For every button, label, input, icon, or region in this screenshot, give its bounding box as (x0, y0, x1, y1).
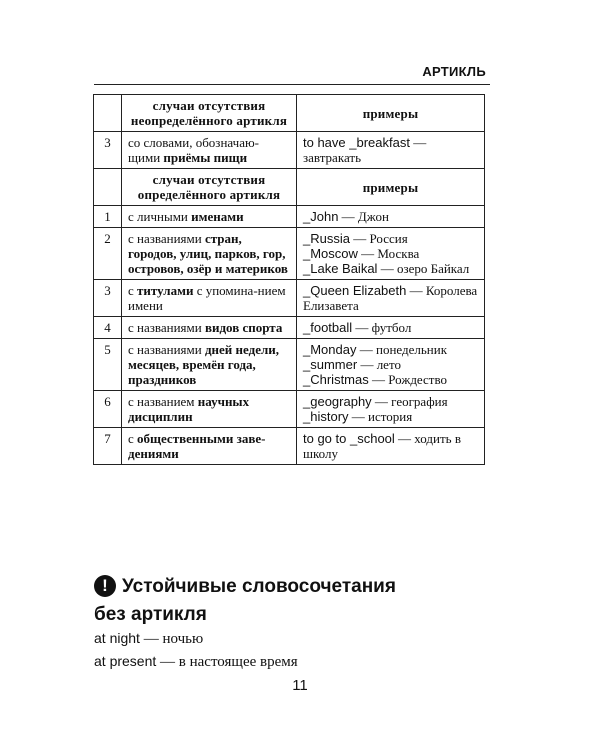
example-ru: — история (348, 409, 413, 424)
example-ru: — география (371, 394, 448, 409)
row-number: 2 (94, 228, 122, 280)
example-ru: — озеро Байкал (377, 261, 470, 276)
example-ru: — ходить в школу (303, 431, 461, 461)
rule-examples (297, 428, 485, 465)
row-number: 6 (94, 391, 122, 428)
example-ru: — Королева Елизавета (303, 283, 478, 313)
rule-text: с личными (128, 209, 192, 224)
example-en: to go to _school (303, 431, 395, 446)
rule-keyword: именами (191, 209, 244, 224)
rule-examples (297, 280, 485, 317)
column-header-cases: случаи отсутствия определённого артикля (122, 169, 297, 206)
rule-text: с названиями (128, 342, 205, 357)
example-en: _summer (303, 357, 358, 372)
table-row (94, 228, 485, 280)
rule-text: с упомина-нием имени (128, 283, 286, 313)
example-en: _Christmas (303, 372, 369, 387)
rule-keyword: дней недели, месяцев, времён года, праздников (128, 342, 279, 387)
exclamation-icon: ! (94, 575, 116, 597)
rule-examples (297, 228, 485, 280)
rule-keyword: приёмы пищи (163, 150, 248, 165)
section-title-line2: без артикля (94, 604, 207, 625)
rule-description (122, 228, 297, 280)
row-number: 1 (94, 206, 122, 228)
row-number: 3 (94, 132, 122, 169)
example-line (303, 209, 478, 224)
example-line (303, 372, 478, 387)
rule-examples (297, 391, 485, 428)
phrase-en: at night (94, 630, 140, 646)
rule-text: с названиями (128, 231, 205, 246)
rule-description (122, 428, 297, 465)
example-line (303, 320, 478, 335)
example-line (303, 409, 478, 424)
rule-description (122, 391, 297, 428)
example-ru: — завтракать (303, 135, 427, 165)
column-header-examples: примеры (297, 169, 485, 206)
phrase-ru: — ночью (139, 631, 204, 647)
rule-keyword: научных дисциплин (128, 394, 250, 424)
example-line (303, 357, 478, 372)
table-header-row (94, 169, 485, 206)
rule-examples (297, 339, 485, 391)
table-cell (94, 95, 122, 132)
rule-description (122, 317, 297, 339)
example-ru: — Россия (349, 231, 408, 246)
table-cell (94, 169, 122, 206)
chapter-title: АРТИКЛЬ (422, 64, 486, 79)
row-number: 4 (94, 317, 122, 339)
table-row (94, 428, 485, 465)
example-line (303, 231, 478, 246)
example-line (303, 261, 478, 276)
example-ru: — Москва (357, 246, 420, 261)
page-number: 11 (292, 677, 308, 694)
example-ru: — понедельник (356, 342, 448, 357)
example-en: _Moscow (303, 246, 358, 261)
example-line (303, 394, 478, 409)
table-row (94, 339, 485, 391)
example-en: _Queen Elizabeth (303, 283, 407, 298)
example-line (303, 246, 478, 261)
example-ru: — футбол (352, 320, 412, 335)
phrase-item (94, 650, 494, 673)
example-ru: — Рождество (368, 372, 448, 387)
table-header-row (94, 95, 485, 132)
rule-keyword: видов спорта (204, 320, 283, 335)
example-en: _football (303, 320, 353, 335)
rule-description (122, 280, 297, 317)
rule-text: с названиями (128, 320, 205, 335)
row-number: 5 (94, 339, 122, 391)
example-ru: — лето (357, 357, 401, 372)
rule-description (122, 339, 297, 391)
example-en: _John (303, 209, 339, 224)
example-line (303, 431, 478, 461)
example-line (303, 342, 478, 357)
column-header-examples: примеры (297, 95, 485, 132)
example-en: to have _breakfast (303, 135, 410, 150)
table-row (94, 206, 485, 228)
article-absence-table (93, 94, 485, 465)
example-line (303, 283, 478, 313)
rule-text: со словами, обозначаю-щими (128, 135, 260, 165)
rule-examples (297, 132, 485, 169)
rule-description (122, 132, 297, 169)
rule-text: с (128, 283, 138, 298)
table-row (94, 317, 485, 339)
table-row (94, 132, 485, 169)
example-en: _Lake Baikal (303, 261, 378, 276)
definite-rows (94, 206, 485, 465)
running-header (94, 62, 490, 85)
example-en: _history (303, 409, 349, 424)
rule-keyword: титулами (137, 283, 194, 298)
column-header-cases: случаи отсутствия неопределённого артикля (122, 95, 297, 132)
phrase-list (94, 627, 494, 673)
rule-keyword: стран, городов, улиц, парков, гор, островов, озёр и материков (128, 231, 288, 276)
phrase-item (94, 627, 494, 650)
section-title (94, 573, 502, 629)
example-ru: — Джон (338, 209, 389, 224)
rule-keyword: общественными заве-дениями (128, 431, 266, 461)
rule-text: с названием (128, 394, 198, 409)
phrase-en: at present (94, 653, 157, 669)
row-number: 7 (94, 428, 122, 465)
phrase-ru: — в настоящее время (156, 654, 298, 670)
table-row (94, 391, 485, 428)
example-en: _Russia (303, 231, 350, 246)
rule-text: с (128, 431, 138, 446)
rule-examples (297, 206, 485, 228)
example-en: _geography (303, 394, 372, 409)
example-en: _Monday (303, 342, 357, 357)
rule-examples (297, 317, 485, 339)
rule-description (122, 206, 297, 228)
section-title-line1: Устойчивые словосочетания (122, 576, 396, 597)
row-number: 3 (94, 280, 122, 317)
table-row (94, 280, 485, 317)
